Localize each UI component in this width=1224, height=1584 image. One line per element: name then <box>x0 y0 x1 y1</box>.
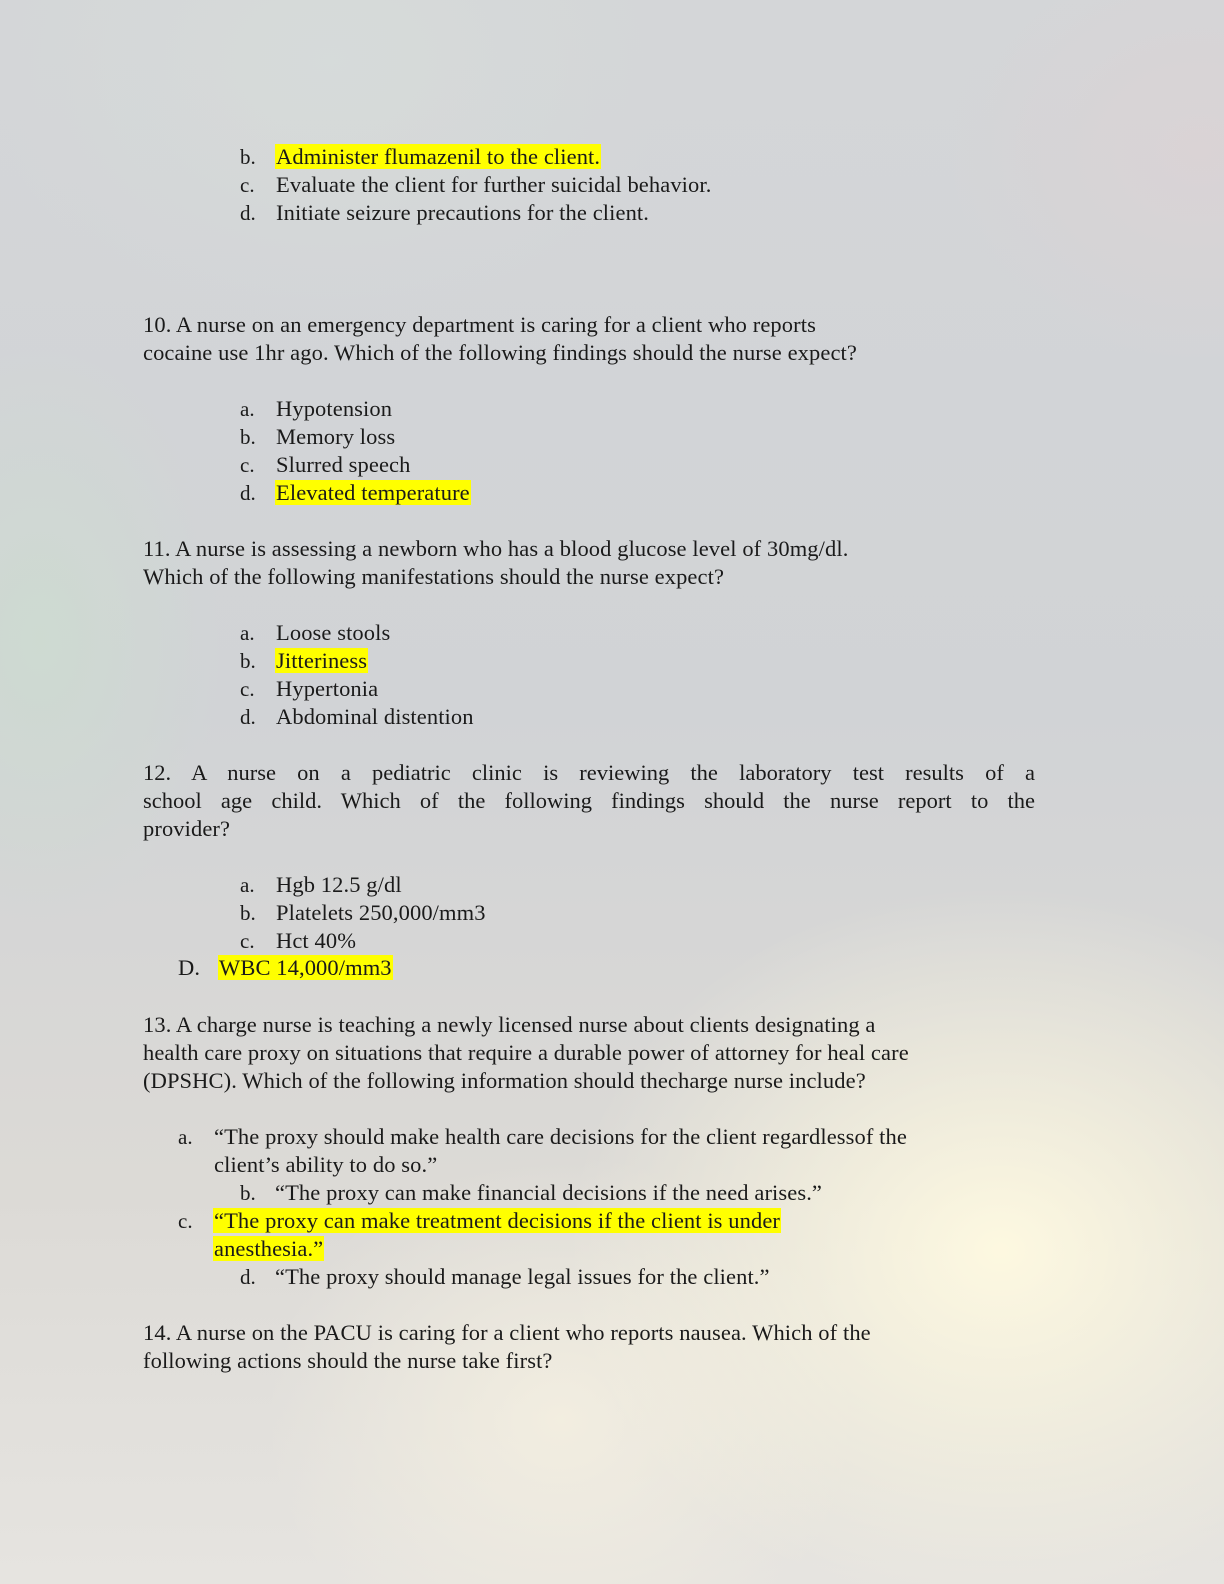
q13-stem-line-2: health care proxy on situations that require a durable power of attorney for heal care <box>143 1040 909 1065</box>
q13-option-a-line-2: client’s ability to do so.” <box>214 1152 438 1177</box>
q12-option-d-text <box>218 954 393 982</box>
q9-option-c-text: Evaluate the client for further suicidal behavior. <box>276 172 712 197</box>
q11-stem-line-2: Which of the following manifestations should the nurse expect? <box>143 564 725 589</box>
q11-option-a-text: Loose stools <box>276 620 391 645</box>
q11-option-a-letter: a. <box>240 621 255 645</box>
q13-option-a-line-1: “The proxy should make health care decisions for the client regardlessof the <box>214 1124 907 1149</box>
q13-option-a-letter: a. <box>178 1125 193 1149</box>
q12-option-a-text: Hgb 12.5 g/dl <box>276 872 402 897</box>
q9-option-d-text: Initiate seizure precautions for the client. <box>276 200 649 225</box>
q14-stem-line-1: 14. A nurse on the PACU is caring for a client who reports nausea. Which of the <box>143 1320 871 1345</box>
q10-option-b-text: Memory loss <box>276 424 396 449</box>
q10-option-b-letter: b. <box>240 425 256 449</box>
q12-option-b-letter: b. <box>240 901 256 925</box>
q12-option-b-text: Platelets 250,000/mm3 <box>276 900 486 925</box>
q13-option-d-letter: d. <box>240 1265 256 1289</box>
q11-option-b-text <box>275 647 368 675</box>
q13-stem-line-1: 13. A charge nurse is teaching a newly licensed nurse about clients designating a <box>143 1012 876 1037</box>
q10-option-c-text: Slurred speech <box>276 452 411 477</box>
q10-option-d-letter: d. <box>240 481 256 505</box>
q12-stem-line-2: school age child. Which of the following findings should the nurse report to the <box>143 788 1035 813</box>
answer-highlight: “The proxy can make treatment decisions if the client is under <box>214 1208 780 1233</box>
q10-option-a-letter: a. <box>240 397 255 421</box>
q11-option-d-text: Abdominal distention <box>276 704 474 729</box>
q10-option-d-text <box>275 479 471 507</box>
q9-option-c-letter: c. <box>240 173 255 197</box>
answer-highlight: WBC 14,000/mm3 <box>219 955 392 980</box>
q10-stem-line-2: cocaine use 1hr ago. Which of the following findings should the nurse expect? <box>143 340 857 365</box>
answer-highlight: Administer flumazenil to the client. <box>276 144 601 169</box>
q12-stem-line-3: provider? <box>143 816 231 841</box>
q12-option-c-letter: c. <box>240 929 255 953</box>
q13-option-b-text: “The proxy can make financial decisions if the need arises.” <box>275 1180 823 1205</box>
q11-option-b-letter: b. <box>240 649 256 673</box>
q13-option-b-letter: b. <box>240 1181 256 1205</box>
q11-option-c-letter: c. <box>240 677 255 701</box>
q12-option-c-text: Hct 40% <box>276 928 357 953</box>
q11-stem-line-1: 11. A nurse is assessing a newborn who has a blood glucose level of 30mg/dl. <box>143 536 849 561</box>
q13-option-c-line-1 <box>213 1207 781 1235</box>
q11-option-c-text: Hypertonia <box>276 676 379 701</box>
q13-option-d-text: “The proxy should manage legal issues for the client.” <box>275 1264 770 1289</box>
q9-option-b-letter: b. <box>240 145 256 169</box>
q9-option-d-letter: d. <box>240 201 256 225</box>
q10-option-c-letter: c. <box>240 453 255 477</box>
answer-highlight: Jitteriness <box>276 648 368 673</box>
q13-option-c-letter: c. <box>178 1209 193 1233</box>
q12-option-a-letter: a. <box>240 873 255 897</box>
q10-stem-line-1: 10. A nurse on an emergency department is caring for a client who reports <box>143 312 816 337</box>
answer-highlight: anesthesia.” <box>214 1236 324 1261</box>
q11-option-d-letter: d. <box>240 705 256 729</box>
q9-option-b-text <box>275 143 601 171</box>
answer-highlight: Elevated temperature <box>276 480 470 505</box>
q13-option-c-line-2 <box>213 1235 324 1263</box>
q12-stem-line-1: 12. A nurse on a pediatric clinic is reviewing the laboratory test results of a <box>143 760 1035 785</box>
q12-option-d-letter: D. <box>178 955 201 980</box>
q13-stem-line-3: (DPSHC). Which of the following information should thecharge nurse include? <box>143 1068 866 1093</box>
q10-option-a-text: Hypotension <box>276 396 393 421</box>
q14-stem-line-2: following actions should the nurse take first? <box>143 1348 553 1373</box>
